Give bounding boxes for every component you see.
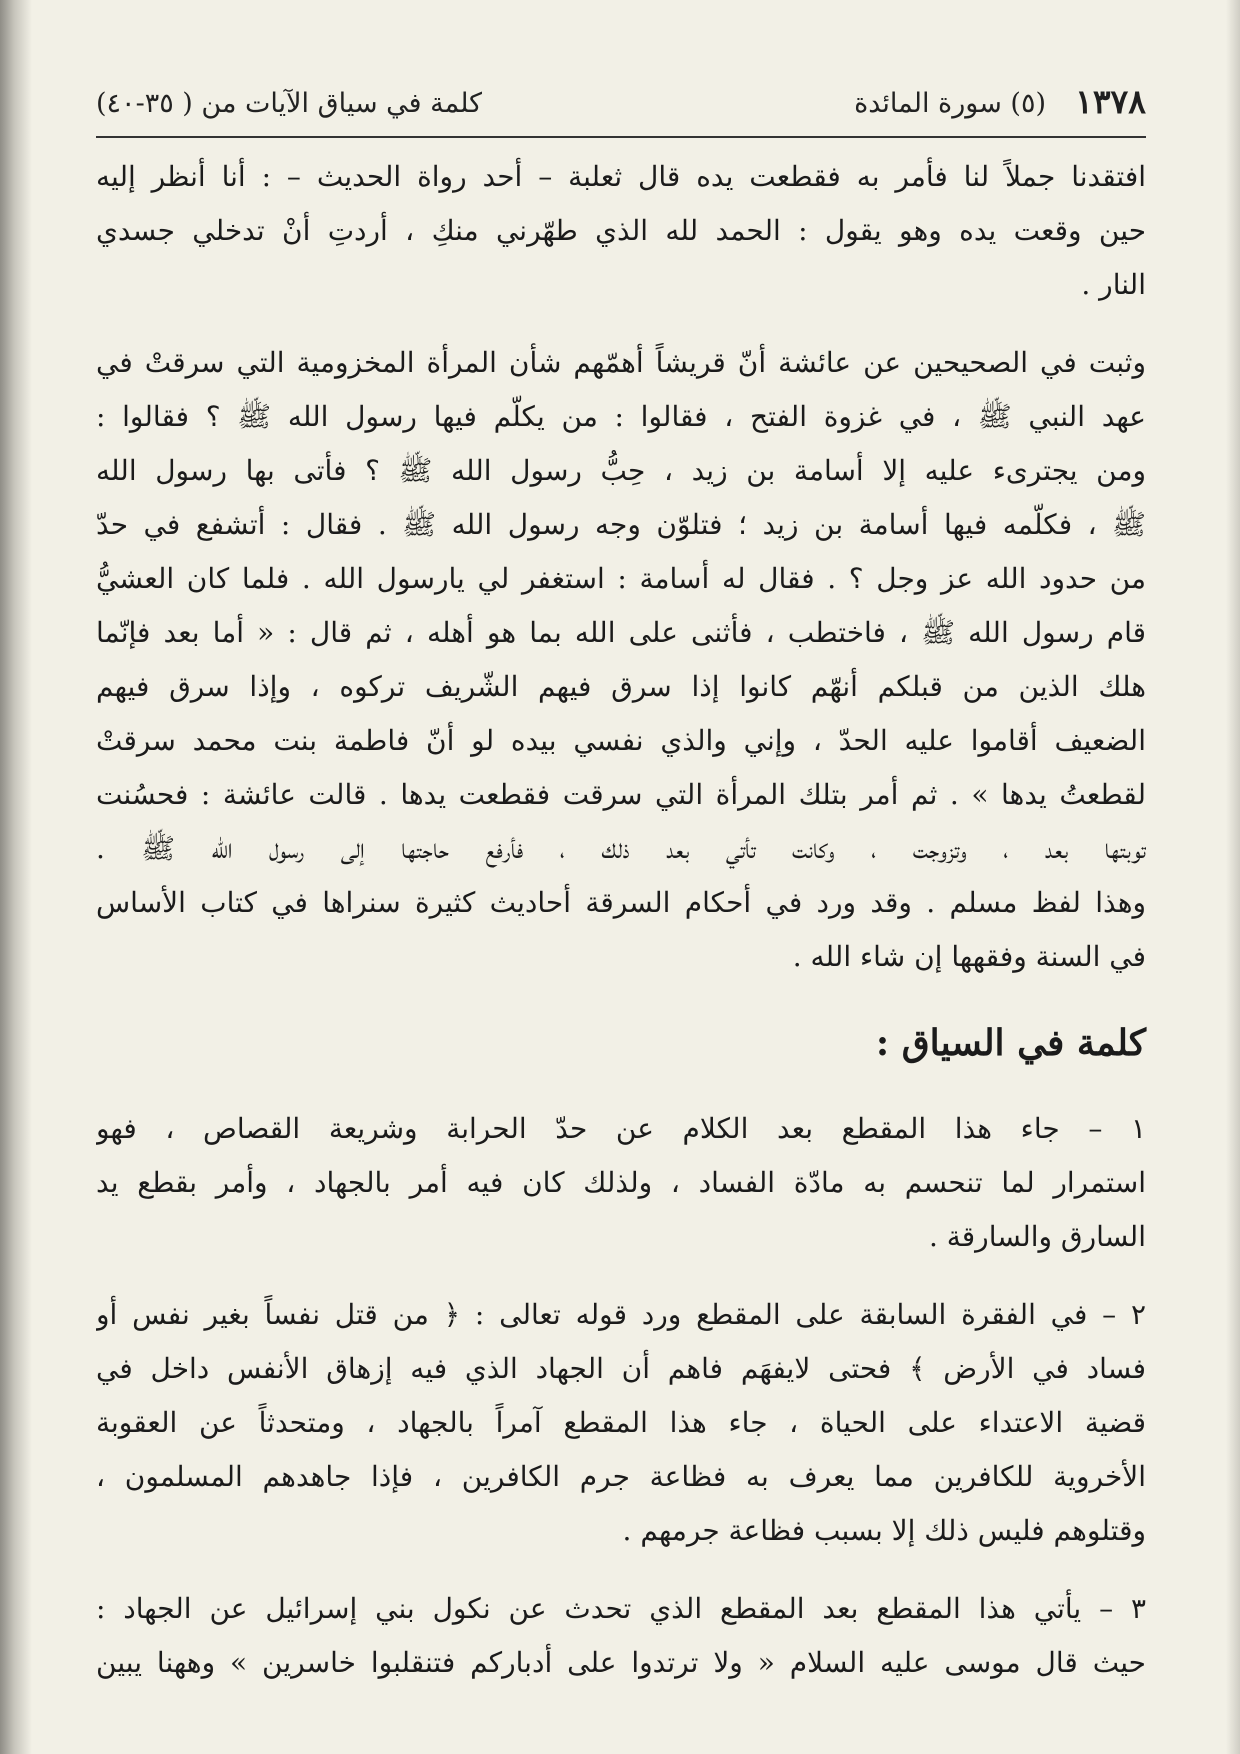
section-title: كلمة في سياق الآيات من ( ٣٥-٤٠) (96, 88, 483, 119)
paragraph-1 (96, 150, 1146, 312)
text-line: من حدود الله عز وجل ؟ . فقال له أسامة : استغفر لي يارسول الله . فلما كان العشيُّ (96, 562, 1146, 595)
text-line: استمرار لما تنحسم به مادّة الفساد ، ولذلك كان فيه أمر بالجهاد ، وأمر بقطع يد (96, 1166, 1146, 1199)
text-line: هلك الذين من قبلكم أنهّم كانوا إذا سرق فيهم الشّريف تركوه ، وإذا سرق فيهم (96, 670, 1146, 703)
text-line: في السنة وفقهها إن شاء الله . (792, 940, 1146, 973)
text-line: ٣ – يأتي هذا المقطع بعد المقطع الذي تحدث عن نكول بني إسرائيل عن الجهاد : (96, 1592, 1146, 1625)
text-line: ١ – جاء هذا المقطع بعد الكلام عن حدّ الحرابة وشريعة القصاص ، فهو (96, 1112, 1146, 1145)
text-line: النار . (1081, 268, 1146, 301)
surah-title: (٥) سورة المائدة (854, 88, 1046, 119)
page-edge (1226, 0, 1240, 1754)
point-1 (96, 1102, 1146, 1264)
text-line: لقطعتُ يدها » . ثم أمر بتلك المرأة التي سرقت فقطعت يدها . قالت عائشة : فحسُنت (96, 778, 1146, 811)
page-number: ١٣٧٨ (1075, 82, 1146, 121)
text-line: وقتلوهم فليس ذلك إلا بسبب فظاعة جرمهم . (622, 1514, 1146, 1547)
section-heading: كلمة في السياق : (875, 1022, 1146, 1064)
text-line: توبتها بعد ، وتزوجت ، وكانت تأتي بعد ذلك ، فأرفع حاجتها إلى رسول الله ﷺ . (96, 832, 1146, 865)
header-rule (96, 136, 1146, 138)
text-line: ﷺ ، فكلّمه فيها أسامة بن زيد ؛ فتلوّن وجه رسول الله ﷺ . فقال : أتشفع في حدّ (96, 508, 1146, 541)
text-line: افتقدنا جملاً لنا فأمر به فقطعت يده قال ثعلبة – أحد رواة الحديث – : أنا أنظر إليه (96, 160, 1146, 193)
text-line: السارق والسارقة . (928, 1220, 1146, 1253)
text-line: حين وقعت يده وهو يقول : الحمد لله الذي طهّرني منكِ ، أردتِ أنْ تدخلي جسدي (96, 214, 1146, 247)
text-line: ومن يجترىء عليه إلا أسامة بن زيد ، حِبُّ رسول الله ﷺ ؟ فأتى بها رسول الله (96, 454, 1146, 487)
text-line: الأخروية للكافرين مما يعرف به فظاعة جرم الكافرين ، فإذا جاهدهم المسلمون ، (96, 1460, 1146, 1493)
point-3 (96, 1582, 1146, 1690)
text-line: فساد في الأرض ﴾ فحتى لايفهَم فاهم أن الجهاد الذي فيه إزهاق الأنفس داخل في (96, 1352, 1146, 1385)
text-line: وهذا لفظ مسلم . وقد ورد في أحكام السرقة أحاديث كثيرة سنراها في كتاب الأساس (96, 886, 1146, 919)
paragraph-2 (96, 336, 1146, 984)
text-line: عهد النبي ﷺ ، في غزوة الفتح ، فقالوا : من يكلّم فيها رسول الله ﷺ ؟ فقالوا : (96, 400, 1146, 433)
text-line: قضية الاعتداء على الحياة ، جاء هذا المقطع آمراً بالجهاد ، ومتحدثاً عن العقوبة (96, 1406, 1146, 1439)
point-2 (96, 1288, 1146, 1558)
text-line: ٢ – في الفقرة السابقة على المقطع ورد قوله تعالى : ﴿ من قتل نفساً بغير نفس أو (96, 1298, 1146, 1331)
binding-shadow (0, 0, 32, 1754)
text-line: وثبت في الصحيحين عن عائشة أنّ قريشاً أهمّهم شأن المرأة المخزومية التي سرقتْ في (96, 346, 1146, 379)
text-line: قام رسول الله ﷺ ، فاختطب ، فأثنى على الله بما هو أهله ، ثم قال : « أما بعد فإنّما (96, 616, 1146, 649)
text-line: حيث قال موسى عليه السلام « ولا ترتدوا على أدباركم فتنقلبوا خاسرين » وههنا يبين (96, 1646, 1146, 1679)
text-line: الضعيف أقاموا عليه الحدّ ، وإني والذي نفسي بيده لو أنّ فاطمة بنت محمد سرقتْ (96, 724, 1146, 757)
page-body (96, 150, 1146, 1690)
running-header (96, 82, 1146, 126)
